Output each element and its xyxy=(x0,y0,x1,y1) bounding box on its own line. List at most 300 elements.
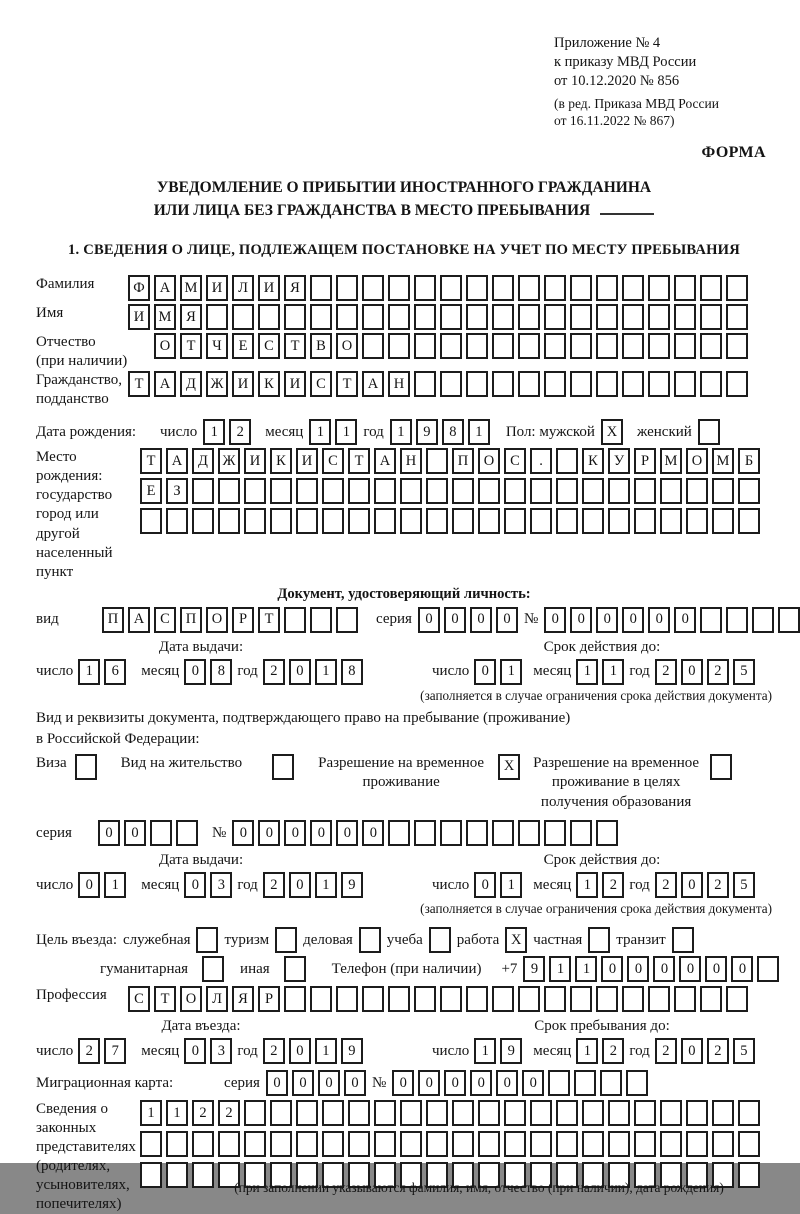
char-cell[interactable] xyxy=(582,508,604,534)
char-cell[interactable]: 0 xyxy=(596,607,618,633)
char-cell[interactable]: 7 xyxy=(104,1038,126,1064)
char-cell[interactable] xyxy=(674,986,696,1012)
char-cell[interactable] xyxy=(284,986,306,1012)
char-cell[interactable]: 2 xyxy=(707,659,729,685)
char-cell[interactable]: 0 xyxy=(679,956,701,982)
char-cell[interactable] xyxy=(466,986,488,1012)
birth-day-cells[interactable] xyxy=(203,419,251,445)
char-cell[interactable]: А xyxy=(154,275,176,301)
char-cell[interactable]: Л xyxy=(206,986,228,1012)
char-cell[interactable]: 1 xyxy=(575,956,597,982)
char-cell[interactable]: 0 xyxy=(232,820,254,846)
char-cell[interactable] xyxy=(738,1162,760,1188)
char-cell[interactable] xyxy=(738,1100,760,1126)
char-cell[interactable] xyxy=(296,1131,318,1157)
char-cell[interactable] xyxy=(686,1100,708,1126)
char-cell[interactable] xyxy=(270,1131,292,1157)
char-cell[interactable] xyxy=(530,478,552,504)
char-cell[interactable]: 0 xyxy=(627,956,649,982)
char-cell[interactable] xyxy=(310,607,332,633)
char-cell[interactable] xyxy=(556,478,578,504)
char-cell[interactable]: Т xyxy=(154,986,176,1012)
char-cell[interactable] xyxy=(518,275,540,301)
char-cell[interactable] xyxy=(270,478,292,504)
char-cell[interactable] xyxy=(648,275,670,301)
char-cell[interactable] xyxy=(570,820,592,846)
char-cell[interactable] xyxy=(674,371,696,397)
char-cell[interactable] xyxy=(622,333,644,359)
char-cell[interactable]: X xyxy=(505,927,527,953)
char-cell[interactable]: 9 xyxy=(416,419,438,445)
char-cell[interactable] xyxy=(518,986,540,1012)
purpose-other-checkbox[interactable] xyxy=(284,956,306,982)
char-cell[interactable]: О xyxy=(336,333,358,359)
char-cell[interactable]: 0 xyxy=(653,956,675,982)
char-cell[interactable] xyxy=(414,304,436,330)
char-cell[interactable]: 0 xyxy=(124,820,146,846)
char-cell[interactable] xyxy=(192,1162,214,1188)
char-cell[interactable]: И xyxy=(244,448,266,474)
char-cell[interactable] xyxy=(492,333,514,359)
char-cell[interactable]: 0 xyxy=(681,1038,703,1064)
char-cell[interactable] xyxy=(608,1131,630,1157)
char-cell[interactable]: К xyxy=(270,448,292,474)
stay-month-cells[interactable] xyxy=(576,1038,624,1064)
char-cell[interactable]: 2 xyxy=(263,1038,285,1064)
char-cell[interactable] xyxy=(518,304,540,330)
char-cell[interactable]: 0 xyxy=(496,607,518,633)
char-cell[interactable] xyxy=(570,304,592,330)
char-cell[interactable] xyxy=(504,1131,526,1157)
char-cell[interactable]: 0 xyxy=(78,872,100,898)
char-cell[interactable]: . xyxy=(530,448,552,474)
char-cell[interactable] xyxy=(166,1162,188,1188)
char-cell[interactable] xyxy=(466,371,488,397)
char-cell[interactable]: О xyxy=(154,333,176,359)
char-cell[interactable]: М xyxy=(180,275,202,301)
char-cell[interactable]: 0 xyxy=(418,607,440,633)
char-cell[interactable] xyxy=(478,1100,500,1126)
citizenship-cells[interactable] xyxy=(128,371,748,397)
char-cell[interactable] xyxy=(400,1100,422,1126)
representatives-cells-row1[interactable] xyxy=(140,1100,760,1126)
char-cell[interactable] xyxy=(310,275,332,301)
char-cell[interactable]: Ч xyxy=(206,333,228,359)
char-cell[interactable] xyxy=(582,1100,604,1126)
char-cell[interactable]: У xyxy=(608,448,630,474)
char-cell[interactable] xyxy=(374,478,396,504)
residence-series-cells[interactable] xyxy=(98,820,198,846)
char-cell[interactable]: 0 xyxy=(266,1070,288,1096)
char-cell[interactable]: 0 xyxy=(601,956,623,982)
char-cell[interactable] xyxy=(336,986,358,1012)
char-cell[interactable] xyxy=(582,478,604,504)
char-cell[interactable] xyxy=(544,986,566,1012)
char-cell[interactable] xyxy=(296,1100,318,1126)
char-cell[interactable] xyxy=(296,478,318,504)
char-cell[interactable] xyxy=(348,508,370,534)
char-cell[interactable] xyxy=(440,275,462,301)
char-cell[interactable]: 0 xyxy=(289,1038,311,1064)
char-cell[interactable]: 0 xyxy=(184,1038,206,1064)
char-cell[interactable]: 0 xyxy=(470,1070,492,1096)
char-cell[interactable] xyxy=(192,478,214,504)
char-cell[interactable]: 0 xyxy=(258,820,280,846)
char-cell[interactable]: 2 xyxy=(655,1038,677,1064)
char-cell[interactable]: 0 xyxy=(284,820,306,846)
char-cell[interactable] xyxy=(570,333,592,359)
char-cell[interactable]: П xyxy=(180,607,202,633)
char-cell[interactable] xyxy=(336,304,358,330)
char-cell[interactable] xyxy=(518,820,540,846)
char-cell[interactable]: 1 xyxy=(468,419,490,445)
char-cell[interactable]: 1 xyxy=(309,419,331,445)
char-cell[interactable] xyxy=(570,986,592,1012)
purpose-transit-checkbox[interactable] xyxy=(672,927,694,953)
char-cell[interactable] xyxy=(244,1131,266,1157)
char-cell[interactable]: 8 xyxy=(442,419,464,445)
char-cell[interactable]: 1 xyxy=(335,419,357,445)
char-cell[interactable] xyxy=(452,1100,474,1126)
char-cell[interactable] xyxy=(544,304,566,330)
char-cell[interactable] xyxy=(738,478,760,504)
surname-cells[interactable] xyxy=(128,275,748,301)
char-cell[interactable] xyxy=(478,508,500,534)
char-cell[interactable]: И xyxy=(232,371,254,397)
char-cell[interactable] xyxy=(466,820,488,846)
char-cell[interactable] xyxy=(544,275,566,301)
char-cell[interactable] xyxy=(440,371,462,397)
char-cell[interactable] xyxy=(726,607,748,633)
char-cell[interactable] xyxy=(648,333,670,359)
char-cell[interactable] xyxy=(686,478,708,504)
char-cell[interactable]: 1 xyxy=(576,1038,598,1064)
char-cell[interactable] xyxy=(322,478,344,504)
doc-kind-cells[interactable] xyxy=(102,607,358,633)
char-cell[interactable]: 0 xyxy=(292,1070,314,1096)
char-cell[interactable]: 0 xyxy=(470,607,492,633)
char-cell[interactable] xyxy=(440,304,462,330)
char-cell[interactable]: 1 xyxy=(104,872,126,898)
char-cell[interactable]: Д xyxy=(180,371,202,397)
char-cell[interactable] xyxy=(348,1131,370,1157)
char-cell[interactable]: 0 xyxy=(392,1070,414,1096)
char-cell[interactable] xyxy=(600,1070,622,1096)
char-cell[interactable]: Т xyxy=(348,448,370,474)
char-cell[interactable] xyxy=(272,754,294,780)
char-cell[interactable]: 0 xyxy=(184,659,206,685)
char-cell[interactable] xyxy=(192,508,214,534)
char-cell[interactable] xyxy=(218,1131,240,1157)
char-cell[interactable]: Р xyxy=(232,607,254,633)
char-cell[interactable]: 5 xyxy=(733,1038,755,1064)
char-cell[interactable] xyxy=(414,820,436,846)
char-cell[interactable]: С xyxy=(258,333,280,359)
char-cell[interactable]: 0 xyxy=(544,607,566,633)
char-cell[interactable]: 9 xyxy=(500,1038,522,1064)
char-cell[interactable] xyxy=(400,478,422,504)
char-cell[interactable]: М xyxy=(154,304,176,330)
doc-series-cells[interactable] xyxy=(418,607,518,633)
char-cell[interactable] xyxy=(686,1131,708,1157)
char-cell[interactable] xyxy=(712,1100,734,1126)
char-cell[interactable]: 2 xyxy=(655,872,677,898)
char-cell[interactable]: 6 xyxy=(104,659,126,685)
issue-month-cells[interactable] xyxy=(184,872,232,898)
char-cell[interactable] xyxy=(504,1100,526,1126)
char-cell[interactable]: Д xyxy=(192,448,214,474)
char-cell[interactable] xyxy=(275,927,297,953)
char-cell[interactable] xyxy=(556,1131,578,1157)
char-cell[interactable]: Я xyxy=(180,304,202,330)
char-cell[interactable] xyxy=(588,927,610,953)
char-cell[interactable]: 9 xyxy=(341,1038,363,1064)
char-cell[interactable]: Л xyxy=(232,275,254,301)
char-cell[interactable] xyxy=(218,478,240,504)
purpose-official-checkbox[interactable] xyxy=(196,927,218,953)
char-cell[interactable]: 0 xyxy=(705,956,727,982)
char-cell[interactable] xyxy=(596,304,618,330)
char-cell[interactable] xyxy=(608,478,630,504)
char-cell[interactable]: 0 xyxy=(318,1070,340,1096)
char-cell[interactable]: 2 xyxy=(655,659,677,685)
char-cell[interactable] xyxy=(478,1131,500,1157)
char-cell[interactable] xyxy=(140,508,162,534)
doc-number-cells[interactable] xyxy=(544,607,800,633)
char-cell[interactable]: 1 xyxy=(78,659,100,685)
char-cell[interactable]: 5 xyxy=(733,659,755,685)
char-cell[interactable] xyxy=(440,986,462,1012)
purpose-humanitarian-checkbox[interactable] xyxy=(202,956,224,982)
char-cell[interactable] xyxy=(596,333,618,359)
char-cell[interactable] xyxy=(492,275,514,301)
char-cell[interactable] xyxy=(778,607,800,633)
entry-month-cells[interactable] xyxy=(184,1038,232,1064)
char-cell[interactable] xyxy=(196,927,218,953)
char-cell[interactable] xyxy=(698,419,720,445)
char-cell[interactable]: А xyxy=(154,371,176,397)
char-cell[interactable] xyxy=(700,275,722,301)
char-cell[interactable] xyxy=(400,508,422,534)
char-cell[interactable] xyxy=(674,304,696,330)
char-cell[interactable]: 3 xyxy=(210,1038,232,1064)
char-cell[interactable]: 0 xyxy=(336,820,358,846)
char-cell[interactable] xyxy=(622,275,644,301)
char-cell[interactable] xyxy=(202,956,224,982)
char-cell[interactable]: Я xyxy=(232,986,254,1012)
char-cell[interactable]: 0 xyxy=(98,820,120,846)
char-cell[interactable] xyxy=(426,1131,448,1157)
char-cell[interactable]: Е xyxy=(232,333,254,359)
birth-year-cells[interactable] xyxy=(390,419,490,445)
char-cell[interactable]: 1 xyxy=(549,956,571,982)
char-cell[interactable] xyxy=(530,1131,552,1157)
char-cell[interactable] xyxy=(414,371,436,397)
char-cell[interactable] xyxy=(608,1100,630,1126)
char-cell[interactable] xyxy=(166,508,188,534)
char-cell[interactable] xyxy=(556,448,578,474)
char-cell[interactable] xyxy=(426,478,448,504)
char-cell[interactable]: В xyxy=(310,333,332,359)
char-cell[interactable] xyxy=(634,1100,656,1126)
char-cell[interactable] xyxy=(466,333,488,359)
char-cell[interactable] xyxy=(726,986,748,1012)
char-cell[interactable]: А xyxy=(128,607,150,633)
birthplace-cells-row2[interactable] xyxy=(140,478,760,504)
char-cell[interactable] xyxy=(388,304,410,330)
char-cell[interactable]: X xyxy=(498,754,520,780)
char-cell[interactable] xyxy=(310,304,332,330)
char-cell[interactable]: 1 xyxy=(315,872,337,898)
char-cell[interactable] xyxy=(700,333,722,359)
char-cell[interactable]: 2 xyxy=(263,872,285,898)
char-cell[interactable] xyxy=(712,508,734,534)
migration-series-cells[interactable] xyxy=(266,1070,366,1096)
char-cell[interactable] xyxy=(478,478,500,504)
char-cell[interactable] xyxy=(336,607,358,633)
male-checkbox[interactable] xyxy=(601,419,623,445)
char-cell[interactable] xyxy=(726,304,748,330)
char-cell[interactable]: 0 xyxy=(674,607,696,633)
char-cell[interactable]: Ф xyxy=(128,275,150,301)
char-cell[interactable] xyxy=(634,1131,656,1157)
purpose-private-checkbox[interactable] xyxy=(588,927,610,953)
char-cell[interactable] xyxy=(660,1100,682,1126)
char-cell[interactable] xyxy=(270,1100,292,1126)
char-cell[interactable]: М xyxy=(712,448,734,474)
visa-checkbox[interactable] xyxy=(75,754,97,780)
char-cell[interactable]: 0 xyxy=(444,607,466,633)
char-cell[interactable]: 0 xyxy=(474,659,496,685)
char-cell[interactable]: И xyxy=(206,275,228,301)
char-cell[interactable]: 0 xyxy=(289,872,311,898)
char-cell[interactable]: 9 xyxy=(523,956,545,982)
char-cell[interactable] xyxy=(362,275,384,301)
char-cell[interactable] xyxy=(596,371,618,397)
char-cell[interactable]: 0 xyxy=(570,607,592,633)
char-cell[interactable]: 0 xyxy=(648,607,670,633)
char-cell[interactable]: 1 xyxy=(315,1038,337,1064)
char-cell[interactable] xyxy=(582,1131,604,1157)
char-cell[interactable]: X xyxy=(601,419,623,445)
char-cell[interactable]: О xyxy=(206,607,228,633)
char-cell[interactable]: И xyxy=(284,371,306,397)
char-cell[interactable]: 8 xyxy=(210,659,232,685)
char-cell[interactable]: 1 xyxy=(602,659,624,685)
char-cell[interactable]: Т xyxy=(258,607,280,633)
char-cell[interactable]: 0 xyxy=(184,872,206,898)
char-cell[interactable] xyxy=(608,508,630,534)
char-cell[interactable] xyxy=(244,478,266,504)
char-cell[interactable]: 1 xyxy=(390,419,412,445)
char-cell[interactable] xyxy=(518,371,540,397)
char-cell[interactable] xyxy=(400,1131,422,1157)
char-cell[interactable] xyxy=(244,508,266,534)
char-cell[interactable]: 2 xyxy=(218,1100,240,1126)
stay-day-cells[interactable] xyxy=(474,1038,522,1064)
valid-month-cells[interactable] xyxy=(576,872,624,898)
char-cell[interactable]: 0 xyxy=(344,1070,366,1096)
char-cell[interactable] xyxy=(284,956,306,982)
issue-year-cells[interactable] xyxy=(263,659,363,685)
char-cell[interactable] xyxy=(660,508,682,534)
char-cell[interactable]: С xyxy=(322,448,344,474)
purpose-work-checkbox[interactable] xyxy=(505,927,527,953)
char-cell[interactable]: А xyxy=(374,448,396,474)
char-cell[interactable] xyxy=(622,986,644,1012)
char-cell[interactable]: И xyxy=(296,448,318,474)
char-cell[interactable] xyxy=(712,478,734,504)
char-cell[interactable] xyxy=(310,986,332,1012)
char-cell[interactable] xyxy=(492,986,514,1012)
char-cell[interactable] xyxy=(700,607,722,633)
birthplace-cells-row3[interactable] xyxy=(140,508,760,534)
char-cell[interactable]: З xyxy=(166,478,188,504)
char-cell[interactable] xyxy=(648,371,670,397)
char-cell[interactable]: Н xyxy=(400,448,422,474)
char-cell[interactable] xyxy=(75,754,97,780)
char-cell[interactable]: 0 xyxy=(418,1070,440,1096)
char-cell[interactable]: 1 xyxy=(203,419,225,445)
issue-day-cells[interactable] xyxy=(78,872,126,898)
char-cell[interactable] xyxy=(648,986,670,1012)
char-cell[interactable] xyxy=(556,1100,578,1126)
valid-day-cells[interactable] xyxy=(474,659,522,685)
char-cell[interactable]: 0 xyxy=(731,956,753,982)
char-cell[interactable] xyxy=(700,986,722,1012)
char-cell[interactable] xyxy=(710,754,732,780)
patronymic-cells[interactable] xyxy=(154,333,748,359)
char-cell[interactable] xyxy=(492,820,514,846)
char-cell[interactable]: И xyxy=(258,275,280,301)
char-cell[interactable]: П xyxy=(102,607,124,633)
char-cell[interactable]: Б xyxy=(738,448,760,474)
char-cell[interactable] xyxy=(258,304,280,330)
char-cell[interactable] xyxy=(544,820,566,846)
char-cell[interactable]: 2 xyxy=(263,659,285,685)
char-cell[interactable] xyxy=(634,508,656,534)
valid-month-cells[interactable] xyxy=(576,659,624,685)
birthplace-cells-row1[interactable] xyxy=(140,448,760,474)
char-cell[interactable] xyxy=(726,333,748,359)
char-cell[interactable] xyxy=(556,508,578,534)
char-cell[interactable]: 2 xyxy=(229,419,251,445)
char-cell[interactable]: Ж xyxy=(206,371,228,397)
valid-year-cells[interactable] xyxy=(655,872,755,898)
issue-day-cells[interactable] xyxy=(78,659,126,685)
char-cell[interactable] xyxy=(622,304,644,330)
char-cell[interactable] xyxy=(429,927,451,953)
valid-day-cells[interactable] xyxy=(474,872,522,898)
char-cell[interactable]: С xyxy=(128,986,150,1012)
char-cell[interactable]: С xyxy=(504,448,526,474)
char-cell[interactable] xyxy=(166,1131,188,1157)
entry-day-cells[interactable] xyxy=(78,1038,126,1064)
char-cell[interactable]: П xyxy=(452,448,474,474)
temp-residence-education-checkbox[interactable] xyxy=(710,754,732,780)
female-checkbox[interactable] xyxy=(698,419,720,445)
char-cell[interactable]: 1 xyxy=(500,659,522,685)
char-cell[interactable] xyxy=(544,371,566,397)
char-cell[interactable]: О xyxy=(686,448,708,474)
char-cell[interactable] xyxy=(218,508,240,534)
birth-month-cells[interactable] xyxy=(309,419,357,445)
entry-year-cells[interactable] xyxy=(263,1038,363,1064)
char-cell[interactable] xyxy=(466,275,488,301)
char-cell[interactable] xyxy=(686,508,708,534)
char-cell[interactable] xyxy=(452,508,474,534)
char-cell[interactable] xyxy=(544,333,566,359)
